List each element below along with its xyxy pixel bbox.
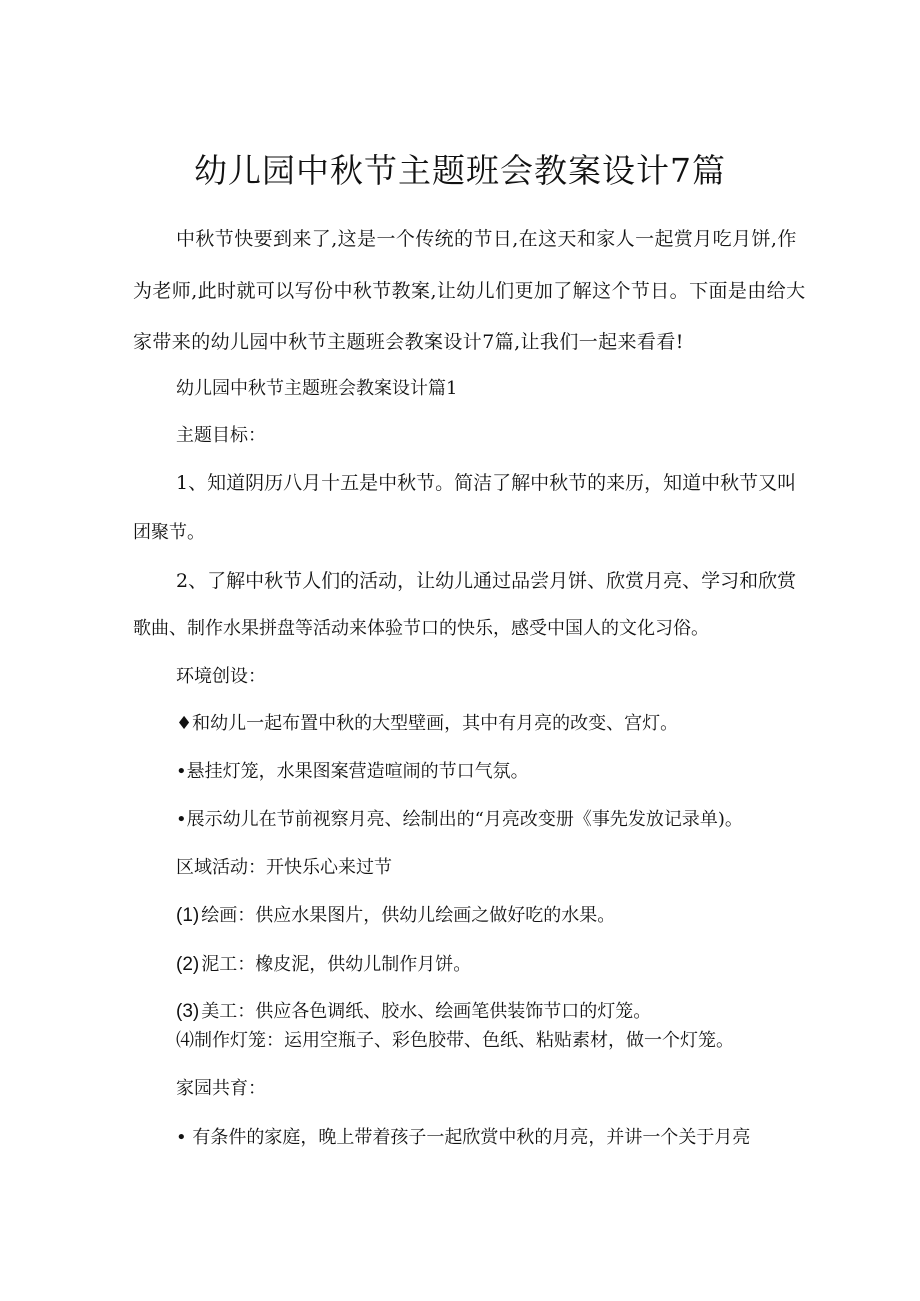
area-item-3-text: 美工：供应各色调纸、胶水、绘画笔供装饰节口的灯笼。 — [201, 1001, 652, 1022]
environment-item-3: •展示幼儿在节前视察月亮、绘制出的“月亮改变册《事先发放记录单)。 — [176, 809, 743, 830]
environment-label: 环境创设： — [176, 666, 266, 687]
area-item-1-number: (1) — [176, 905, 200, 926]
area-item-2-text: 泥工：橡皮泥，供幼儿制作月饼。 — [201, 954, 472, 975]
area-item-1 — [176, 904, 615, 928]
goal-2-line-2: 歌曲、制作水果拼盘等活动来体验节口的快乐，感受中国人的文化习俗。 — [133, 618, 709, 639]
area-activity-label: 区域活动：开快乐心来过节 — [176, 857, 392, 878]
area-item-3-number: (3) — [176, 1001, 200, 1022]
home-item-1: • 有条件的家庭，晚上带着孩子一起欣赏中秋的月亮，并讲一个关于月亮 — [176, 1127, 751, 1148]
intro-line-2: 为老师,此时就可以写份中秋节教案,让幼儿们更加了解这个节日。下面是由给大 — [133, 280, 806, 302]
home-cooperation-label: 家园共育： — [176, 1078, 266, 1099]
environment-item-1: ♦和幼儿一起布置中秋的大型壁画，其中有月亮的改变、宫灯。 — [176, 713, 679, 734]
goal-2-line-1: 2、了解中秋节人们的活动，让幼儿通过品尝月饼、欣赏月亮、学习和欣赏 — [176, 570, 797, 592]
goal-1-line-2: 团聚节。 — [133, 522, 205, 543]
area-item-3 — [176, 1000, 651, 1024]
theme-goal-label: 主题目标： — [176, 425, 266, 446]
document-title: 幼儿园中秋节主题班会教案设计7篇 — [194, 151, 726, 190]
intro-line-1: 中秋节快要到来了,这是一个传统的节日,在这天和家人一起赏月吃月饼,作 — [176, 228, 797, 250]
area-item-2-number: (2) — [176, 954, 200, 975]
environment-item-2: •悬挂灯笼，水果图案营造喧闹的节口气氛。 — [176, 761, 529, 782]
intro-line-3: 家带来的幼儿园中秋节主题班会教案设计7篇,让我们一起来看看! — [133, 331, 684, 353]
area-item-2 — [176, 953, 471, 977]
area-item-4: ⑷制作灯笼：运用空瓶子、彩色胶带、色纸、粘贴素材，做一个灯笼。 — [176, 1030, 734, 1051]
section-heading: 幼儿园中秋节主题班会教案设计篇1 — [176, 378, 458, 399]
area-item-1-text: 绘画：供应水果图片，供幼儿绘画之做好吃的水果。 — [201, 905, 616, 926]
goal-1-line-1: 1、知道阴历八月十五是中秋节。简洁了解中秋节的来历，知道中秋节又叫 — [176, 472, 797, 494]
